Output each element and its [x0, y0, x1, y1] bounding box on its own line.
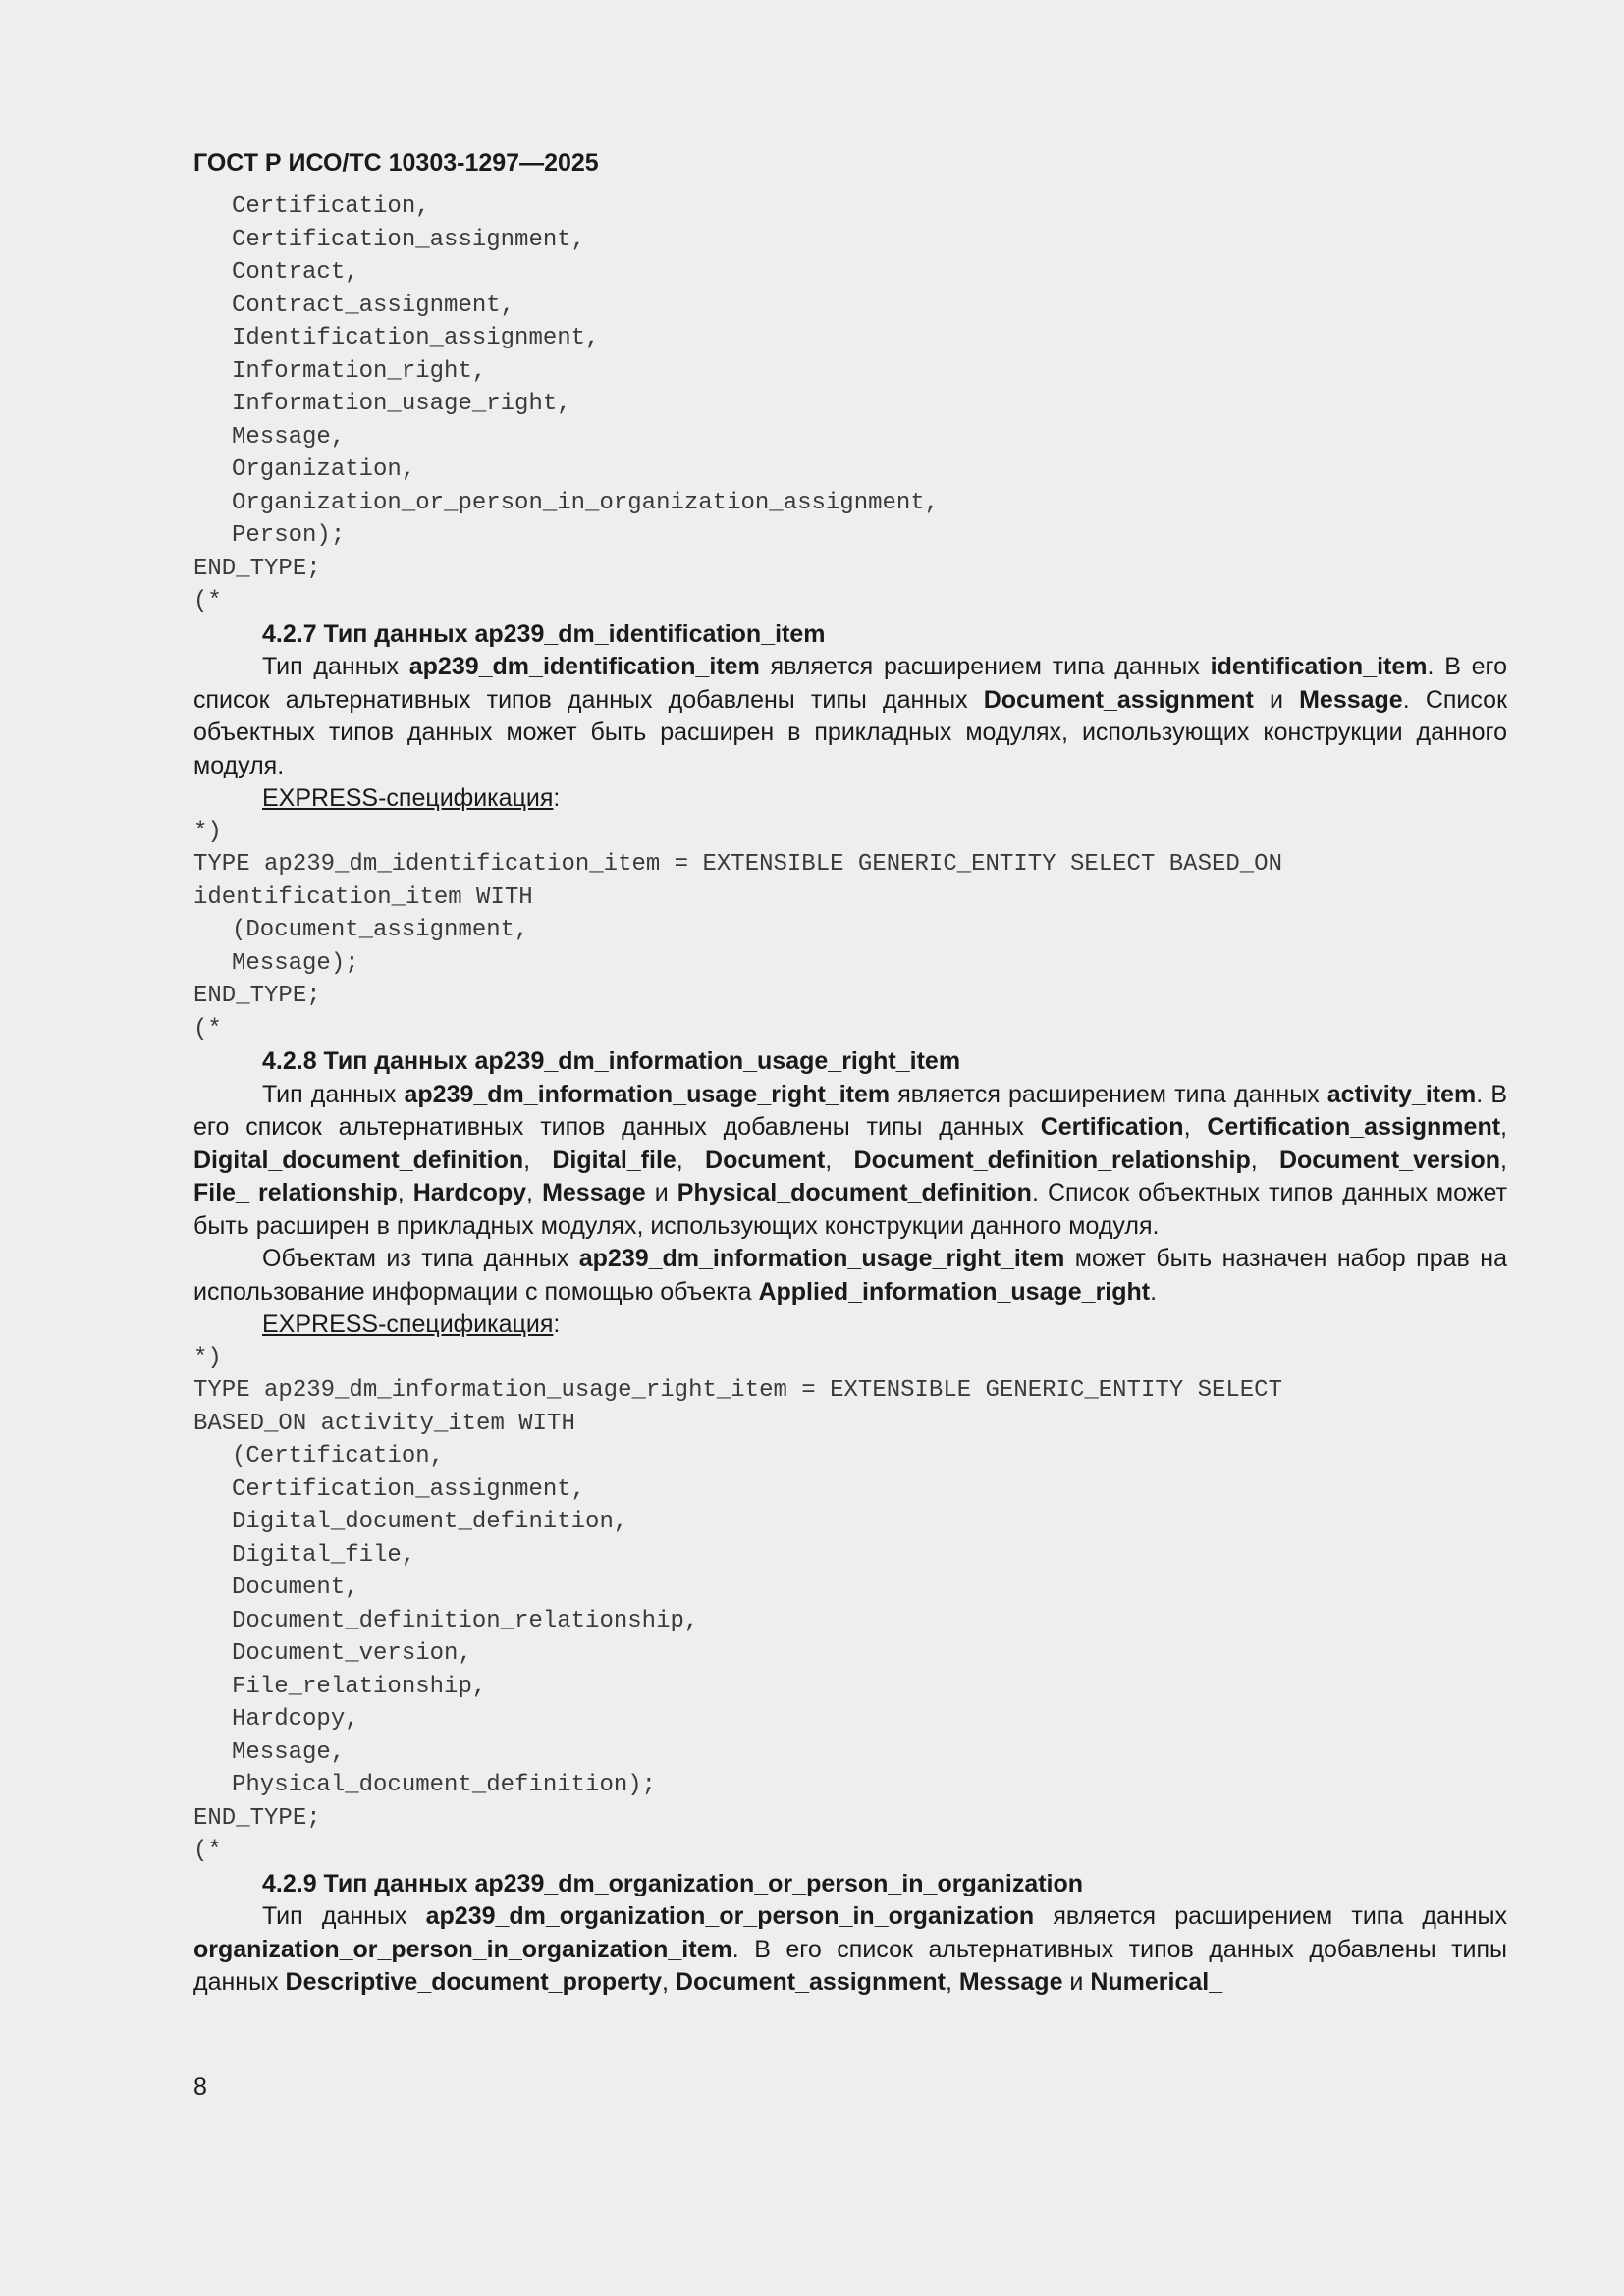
bold-term: Message [1299, 685, 1403, 714]
text-run: Тип данных [262, 1080, 405, 1108]
text-run: , [661, 1968, 676, 1996]
bold-term: Descriptive_document_property [285, 1968, 662, 1996]
comment-open-line: (* [193, 588, 222, 614]
comment-close-line: *) [193, 1344, 222, 1371]
bold-term: Document_assignment [983, 685, 1254, 714]
document-header: ГОСТ Р ИСО/ТС 10303-1297—2025 [193, 149, 599, 177]
comment-open-line: (* [193, 1838, 222, 1864]
bold-term: Applied_information_usage_right [758, 1277, 1151, 1306]
express-spec-label [193, 782, 1507, 816]
code-item-line: Information_right, [232, 357, 487, 385]
text-run: , [945, 1968, 959, 1996]
express-spec-colon: : [553, 784, 561, 812]
text-run: , [397, 1179, 413, 1206]
section-heading: 4.2.8 Тип данных ap239_dm_information_usage_right_item [262, 1047, 961, 1075]
section-4-2-7 [193, 618, 1507, 1046]
code-item-line: Certification, [232, 193, 430, 220]
text-run: . [1150, 1277, 1158, 1306]
section-paragraph [193, 1900, 1507, 2000]
code-item-line: Message, [232, 1738, 346, 1766]
code-item-line: Contract_assignment, [232, 292, 515, 319]
text-run: является расширением типа данных [759, 653, 1211, 680]
text-run: , [1500, 1113, 1507, 1141]
text-run: и [1253, 685, 1300, 714]
bold-term: identification_item [1210, 653, 1428, 680]
code-item-line: Hardcopy, [232, 1706, 359, 1733]
bold-term: Numerical_ [1090, 1968, 1223, 1996]
text-run: , [526, 1179, 543, 1206]
text-run: Объектам из типа данных [262, 1245, 579, 1272]
type-declaration-line: identification_item WITH [193, 883, 533, 911]
page-number: 8 [193, 2073, 207, 2101]
text-run: , [523, 1146, 553, 1174]
text-run: . В его список альтернативных типов данных добавлены типы данных [193, 653, 1508, 714]
express-spec-link: EXPRESS-спецификация [262, 1310, 554, 1338]
code-item-line: File_relationship, [232, 1673, 487, 1700]
text-run: , [825, 1146, 854, 1174]
bold-term: Document_assignment [675, 1968, 946, 1996]
express-spec-colon: : [553, 1310, 561, 1338]
bold-term: Physical_document_definition [677, 1179, 1032, 1206]
code-item-line: Message); [232, 949, 359, 977]
document-page [193, 143, 1507, 2000]
bold-term: activity_item [1326, 1080, 1477, 1108]
section-heading: 4.2.7 Тип данных ap239_dm_identification_item [262, 619, 826, 648]
end-type-line: END_TYPE; [193, 1804, 321, 1832]
comment-open-line: (* [193, 1015, 222, 1042]
express-spec-label [193, 1308, 1507, 1342]
bold-term: File_ relationship [193, 1179, 398, 1206]
code-item-line: Physical_document_definition); [232, 1772, 657, 1798]
code-block-continuation [193, 190, 1507, 618]
code-item-line: Person); [232, 522, 346, 549]
code-item-line: Certification_assignment, [232, 1475, 586, 1503]
comment-close-line: *) [193, 818, 222, 845]
type-declaration-line: BASED_ON activity_item WITH [193, 1410, 575, 1437]
bold-term: ap239_dm_information_usage_right_item [578, 1245, 1065, 1272]
code-item-line: Digital_file, [232, 1541, 416, 1569]
section-paragraph [193, 1243, 1507, 1308]
code-item-line: Document_definition_relationship, [232, 1607, 699, 1634]
text-run: и [1062, 1968, 1091, 1996]
text-run: . Список объектных типов данных может быть расширен в прикладных модулях, использующих конструкции данного модуля. [193, 1179, 1507, 1240]
code-item-line: Document_version, [232, 1640, 472, 1667]
code-item-line: Information_usage_right, [232, 391, 571, 417]
section-4-2-8 [193, 1045, 1507, 1868]
text-run: является расширением типа данных [1034, 1902, 1507, 1930]
text-run: , [676, 1146, 706, 1174]
express-spec-link: EXPRESS-спецификация [262, 784, 554, 812]
code-item-line: Contract, [232, 259, 359, 286]
text-run: . В его список альтернативных типов данных добавлены типы данных [193, 1935, 1507, 1996]
section-paragraph [193, 1079, 1507, 1244]
bold-term: ap239_dm_organization_or_person_in_organization [425, 1902, 1035, 1930]
code-item-line: Organization_or_person_in_organization_assignment, [232, 489, 940, 516]
text-run: может быть назначен набор прав на использование информации с помощью объекта [193, 1245, 1507, 1306]
text-run: и [645, 1179, 677, 1206]
bold-term: Document [705, 1146, 826, 1174]
code-item-line: Document, [232, 1575, 359, 1601]
end-type-line: END_TYPE; [193, 983, 321, 1009]
bold-term: Document_version [1278, 1146, 1501, 1174]
code-item-line: (Document_assignment, [232, 917, 529, 943]
code-item-list [193, 1440, 1507, 1802]
text-run: , [1183, 1113, 1208, 1141]
code-item-line: Identification_assignment, [232, 325, 600, 351]
bold-term: Digital_file [552, 1146, 677, 1174]
bold-term: Certification_assignment [1207, 1113, 1501, 1141]
bold-term: ap239_dm_information_usage_right_item [404, 1080, 891, 1108]
code-item-line: Digital_document_definition, [232, 1509, 628, 1535]
end-type-line: END_TYPE; [193, 555, 321, 582]
text-run: . В его список альтернативных типов данных добавлены типы данных [193, 1080, 1507, 1141]
text-run: , [1250, 1146, 1279, 1174]
section-heading: 4.2.9 Тип данных ap239_dm_organization_or_person_in_organization [262, 1869, 1084, 1897]
bold-term: Message [542, 1179, 646, 1206]
text-run: является расширением типа данных [890, 1080, 1327, 1108]
bold-term: Certification [1040, 1113, 1184, 1141]
text-run: . Список объектных типов данных может быть расширен в прикладных модулях, использующих конструкции данного модуля. [193, 685, 1508, 779]
text-run: Тип данных [262, 653, 409, 680]
text-run: Тип данных [262, 1902, 426, 1930]
code-item-list [193, 190, 1507, 553]
bold-term: Message [958, 1968, 1063, 1996]
text-run: , [1500, 1146, 1507, 1174]
code-item-list [193, 914, 1507, 980]
type-declaration-line: TYPE ap239_dm_identification_item = EXTENSIBLE GENERIC_ENTITY SELECT BASED_ON [193, 851, 1282, 878]
bold-term: ap239_dm_identification_item [408, 653, 760, 680]
type-declaration-line: TYPE ap239_dm_information_usage_right_item = EXTENSIBLE GENERIC_ENTITY SELECT [193, 1377, 1282, 1404]
section-4-2-9 [193, 1868, 1507, 2000]
bold-term: Digital_document_definition [193, 1146, 524, 1174]
bold-term: Document_definition_relationship [853, 1146, 1251, 1174]
code-item-line: Certification_assignment, [232, 226, 586, 253]
code-item-line: Message, [232, 423, 346, 451]
section-paragraph [193, 651, 1507, 782]
bold-term: Hardcopy [412, 1179, 527, 1206]
code-item-line: Organization, [232, 456, 416, 483]
code-item-line: (Certification, [232, 1443, 445, 1469]
bold-term: organization_or_person_in_organization_item [193, 1935, 732, 1963]
